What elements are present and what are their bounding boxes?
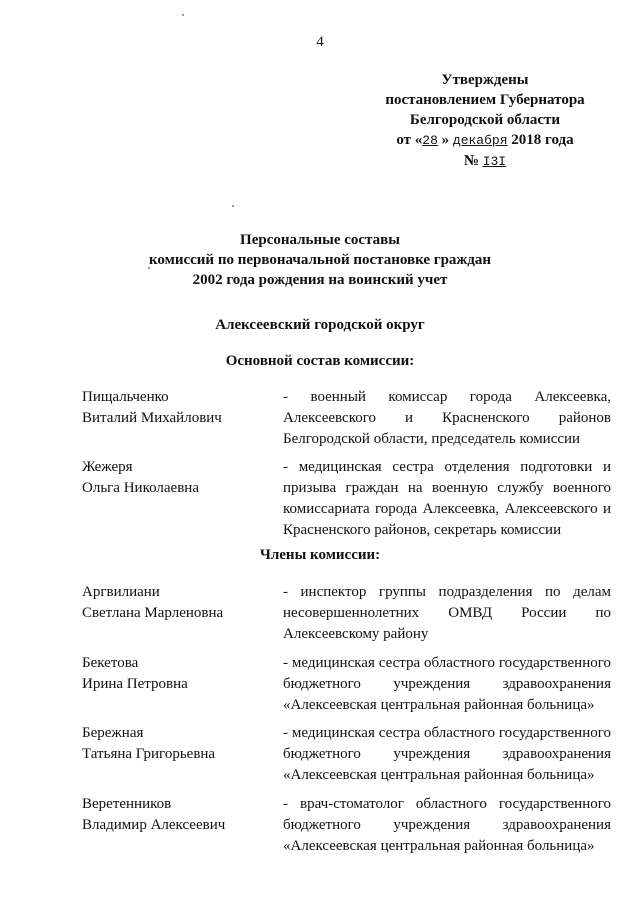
member-given-names: Ирина Петровна <box>82 676 188 692</box>
member-surname: Аргвилиани <box>82 584 160 600</box>
member-role: - медицинская сестра областного государственного бюджетного учреждения здравоохранения «Алексеевская центральная районная больница» <box>283 725 611 783</box>
member-name <box>82 457 272 499</box>
member-surname: Бережная <box>82 725 144 741</box>
approval-date <box>355 130 615 151</box>
member-given-names: Ольга Николаевна <box>82 480 199 496</box>
document-heading <box>0 230 640 290</box>
approval-line-1: Утверждены <box>441 72 529 88</box>
member-name <box>82 653 272 695</box>
member-surname: Веретенников <box>82 796 172 812</box>
date-prefix: от « <box>396 132 423 148</box>
heading-line-1: Персональные составы <box>240 232 400 248</box>
member-name <box>82 794 272 836</box>
heading-line-2: комиссий по первоначальной постановке граждан <box>148 252 492 268</box>
member-given-names: Татьяна Григорьевна <box>82 746 216 762</box>
approval-line-3: Белгородской области <box>409 112 561 128</box>
date-day: 28 <box>422 133 438 148</box>
scan-speck <box>182 14 184 16</box>
members-section-title: Члены комиссии: <box>259 547 381 563</box>
member-given-names: Виталий Михайлович <box>82 410 222 426</box>
member-name <box>82 387 272 429</box>
member-role: - медицинская сестра областного государственного бюджетного учреждения здравоохранения «Алексеевская центральная районная больница» <box>283 655 611 713</box>
member-role: - военный комиссар города Алексеевка, Алексеевского и Красненского районов Белгородской области, председатель комиссии <box>283 389 611 447</box>
approval-block <box>355 70 615 172</box>
member-surname: Бекетова <box>82 655 139 671</box>
member-role: - инспектор группы подразделения по делам несовершеннолетних ОМВД России по Алексеевскому району <box>283 584 611 642</box>
number-prefix: № <box>463 153 479 169</box>
page-number: 4 <box>316 34 324 50</box>
member-given-names: Светлана Марленовна <box>82 605 224 621</box>
member-given-names: Владимир Алексеевич <box>82 817 226 833</box>
date-mid: » <box>441 132 450 148</box>
member-role: - врач-стоматолог областного государственного бюджетного учреждения здравоохранения «Алексеевская центральная районная больница» <box>283 796 611 854</box>
member-name <box>82 723 272 765</box>
approval-line-2: постановлением Губернатора <box>385 92 585 108</box>
scan-speck <box>232 205 234 207</box>
heading-line-3: 2002 года рождения на воинский учет <box>192 272 448 288</box>
member-role: - медицинская сестра отделения подготовки и призыва граждан на военную службу военного комиссариата города Алексеевка, Алексеевского и Красненского районов, секретарь комиссии <box>283 459 611 538</box>
main-section-title: Основной состав комиссии: <box>225 353 415 369</box>
district-title: Алексеевский городской округ <box>215 317 425 333</box>
member-surname: Жежеря <box>82 459 133 475</box>
member-surname: Пищальченко <box>82 389 169 405</box>
member-name <box>82 582 272 624</box>
date-month: декабря <box>452 133 508 148</box>
number-value: I3I <box>482 154 507 169</box>
date-suffix: 2018 года <box>511 132 574 148</box>
approval-number <box>355 151 615 172</box>
